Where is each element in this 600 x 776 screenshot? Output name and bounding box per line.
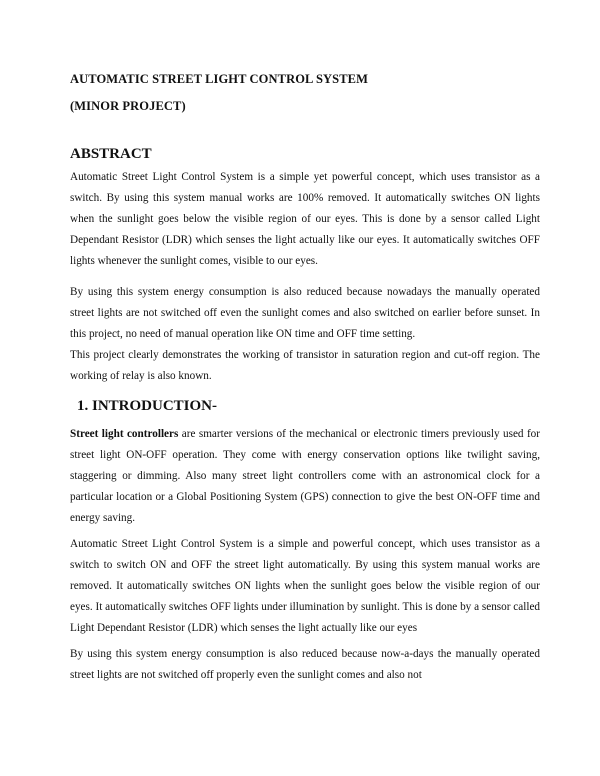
- abstract-paragraph-2: By using this system energy consumption is also reduced because nowadays the manually operated street lights are not switched off even the sunlight comes and also switched on earlier before sunset. In this project, no need of manual operation like ON time and OFF time setting.: [70, 286, 540, 340]
- abstract-paragraph-3: This project clearly demonstrates the working of transistor in saturation region and cut-off region. The working of relay is also known.: [70, 349, 540, 382]
- abstract-heading: ABSTRACT: [70, 146, 152, 162]
- introduction-heading: 1. INTRODUCTION-: [77, 398, 218, 414]
- introduction-paragraph-1: [70, 424, 540, 529]
- intro-bold-term: Street light controllers: [70, 428, 179, 440]
- document-title: AUTOMATIC STREET LIGHT CONTROL SYSTEM: [70, 72, 368, 86]
- abstract-paragraph-1: Automatic Street Light Control System is a simple yet powerful concept, which uses transistor as a switch. By using this system manual works are 100% removed. It automatically switches ON lights when the sunlight goes below the visible region of our eyes. This is done by a sensor called Light Dependant Resistor (LDR) which senses the light actually like our eyes. It automatically switches OFF lights whenever the sunlight comes, visible to our eyes.: [70, 171, 540, 267]
- introduction-paragraph-3: By using this system energy consumption is also reduced because now-a-days the manually operated street lights are not switched off properly even the sunlight comes and also not: [70, 648, 540, 681]
- document-subtitle: (MINOR PROJECT): [70, 99, 186, 113]
- intro-paragraph-1-text: are smarter versions of the mechanical or electronic timers previously used for street light ON-OFF operation. They come with energy conservation options like twilight saving, staggering or dimming. Also many street light controllers come with an astronomical clock for a particular location or a Global Positioning System (GPS) connection to give the best ON-OFF time and energy saving.: [70, 428, 540, 524]
- introduction-paragraph-2: Automatic Street Light Control System is a simple and powerful concept, which uses transistor as a switch to switch ON and OFF the street light automatically. By using this system manual works are removed. It automatically switches ON lights when the sunlight goes below the visible region of our eyes. It automatically switches OFF lights under illumination by sunlight. This is done by a sensor called Light Dependant Resistor (LDR) which senses the light actually like our eyes: [70, 538, 540, 634]
